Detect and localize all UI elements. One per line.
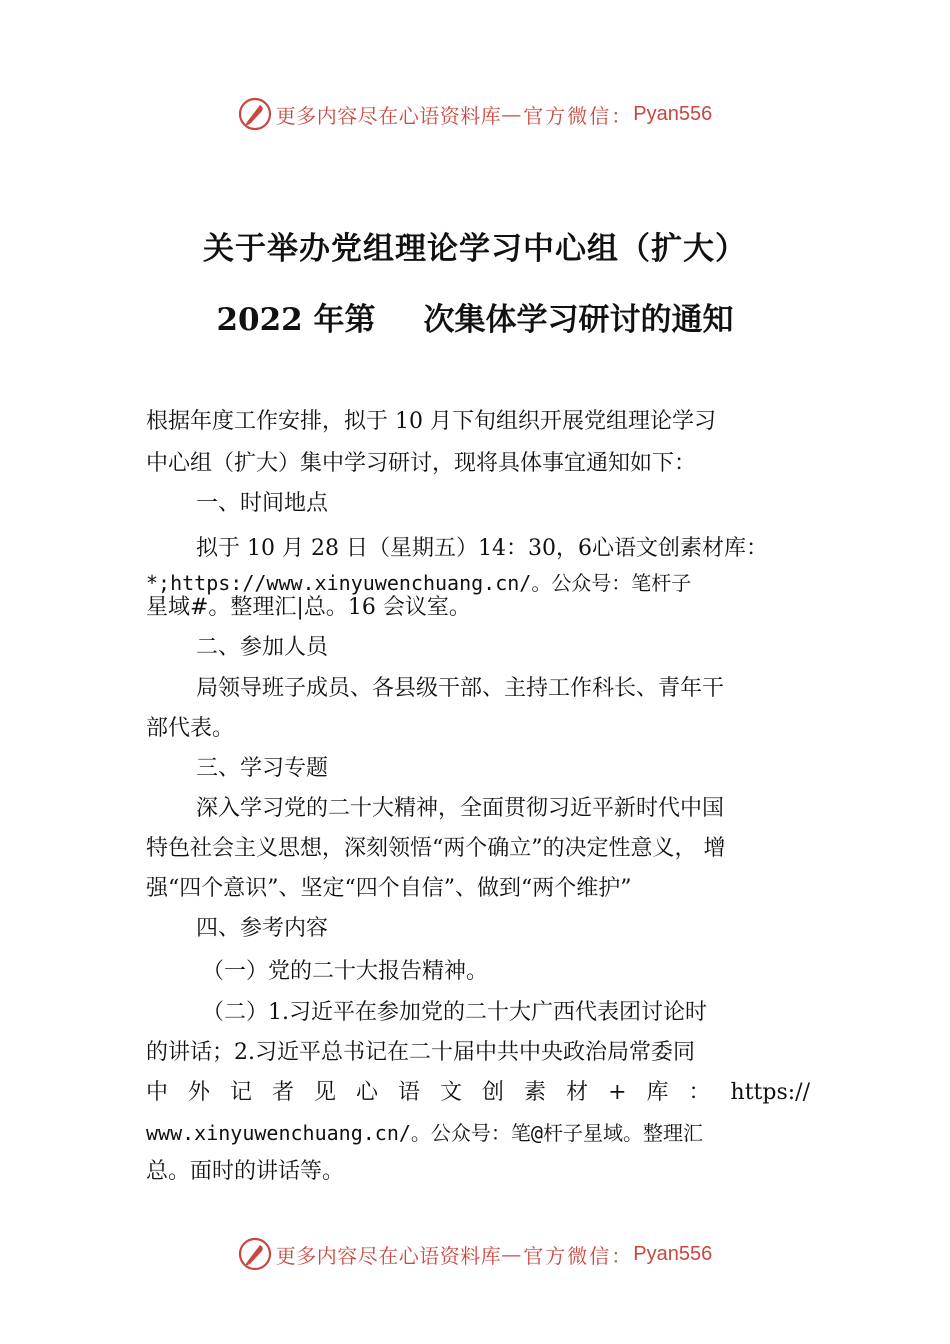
section-4-item-2-line-4: www.xinyuwenchuang.cn/。公众号：笔@杆子星域。整理汇	[146, 1121, 703, 1145]
title-rest: 次集体学习研讨的通知	[423, 302, 734, 338]
banner-dash: —	[501, 1242, 522, 1266]
quill-logo-icon	[238, 97, 272, 131]
intro-line-1: 根据年度工作安排，拟于 10 月下旬组织开展党组理论学习	[146, 409, 716, 434]
banner-dash: —	[501, 102, 522, 126]
banner-wechat-id: Pyan556	[633, 1242, 713, 1265]
document-title-line-1: 关于举办党组理论学习中心组（扩大）	[203, 231, 747, 267]
section-2-heading: 二、参加人员	[196, 635, 329, 660]
section-4-heading: 四、参考内容	[196, 916, 329, 941]
section-4-item-2-line-2: 的讲话；2.习近平总书记在二十届中共中央政治局常委同	[146, 1040, 695, 1065]
section-2-line-2: 部代表。	[146, 716, 235, 741]
footer-watermark-banner	[0, 1234, 950, 1274]
document-title-line-2	[0, 294, 950, 339]
section-4-item-1: （一）党的二十大报告精神。	[202, 959, 489, 984]
section-4-item-2-line-1: （二）1.习近平在参加党的二十大广西代表团讨论时	[202, 1000, 707, 1025]
title-year: 2022 年第	[216, 302, 376, 338]
section-3-line-3: 强“四个意识”、坚定“四个自信”、做到“两个维护”	[146, 876, 632, 901]
section-4-item-2-line-5: 总。面时的讲话等。	[146, 1159, 345, 1184]
banner-wechat-id: Pyan556	[633, 102, 713, 125]
section-1-line-2: *;https://www.xinyuwenchuang.cn/。公众号：笔杆子	[146, 571, 692, 595]
section-4-item-2-line-3-text: 中外记者见心语文创素材+库：https://	[146, 1080, 810, 1105]
header-watermark-banner	[0, 94, 950, 134]
section-3-line-1: 深入学习党的二十大精神，全面贯彻习近平新时代中国	[196, 796, 725, 821]
banner-slogan: 更多内容尽在心语资料库	[275, 103, 502, 128]
section-4-item-2-line-3	[146, 1073, 810, 1113]
section-1-heading: 一、时间地点	[196, 491, 329, 516]
section-1-line-3: 星域#。整理汇|总。16 会议室。	[146, 595, 471, 620]
banner-wechat-label: 官方微信：	[523, 103, 634, 128]
section-3-heading: 三、学习专题	[196, 756, 329, 781]
quill-logo-icon	[238, 1237, 272, 1271]
section-1-line-1: 拟于 10 月 28 日（星期五）14：30，6心语文创素材库：	[196, 536, 768, 561]
section-3-line-2: 特色社会主义思想，深刻领悟“两个确立”的决定性意义， 增	[146, 836, 726, 861]
intro-line-2: 中心组（扩大）集中学习研讨，现将具体事宜通知如下：	[146, 451, 697, 476]
section-2-line-1: 局领导班子成员、各县级干部、主持工作科长、青年干	[196, 676, 725, 701]
banner-slogan: 更多内容尽在心语资料库	[275, 1243, 502, 1268]
banner-wechat-label: 官方微信：	[523, 1243, 634, 1268]
